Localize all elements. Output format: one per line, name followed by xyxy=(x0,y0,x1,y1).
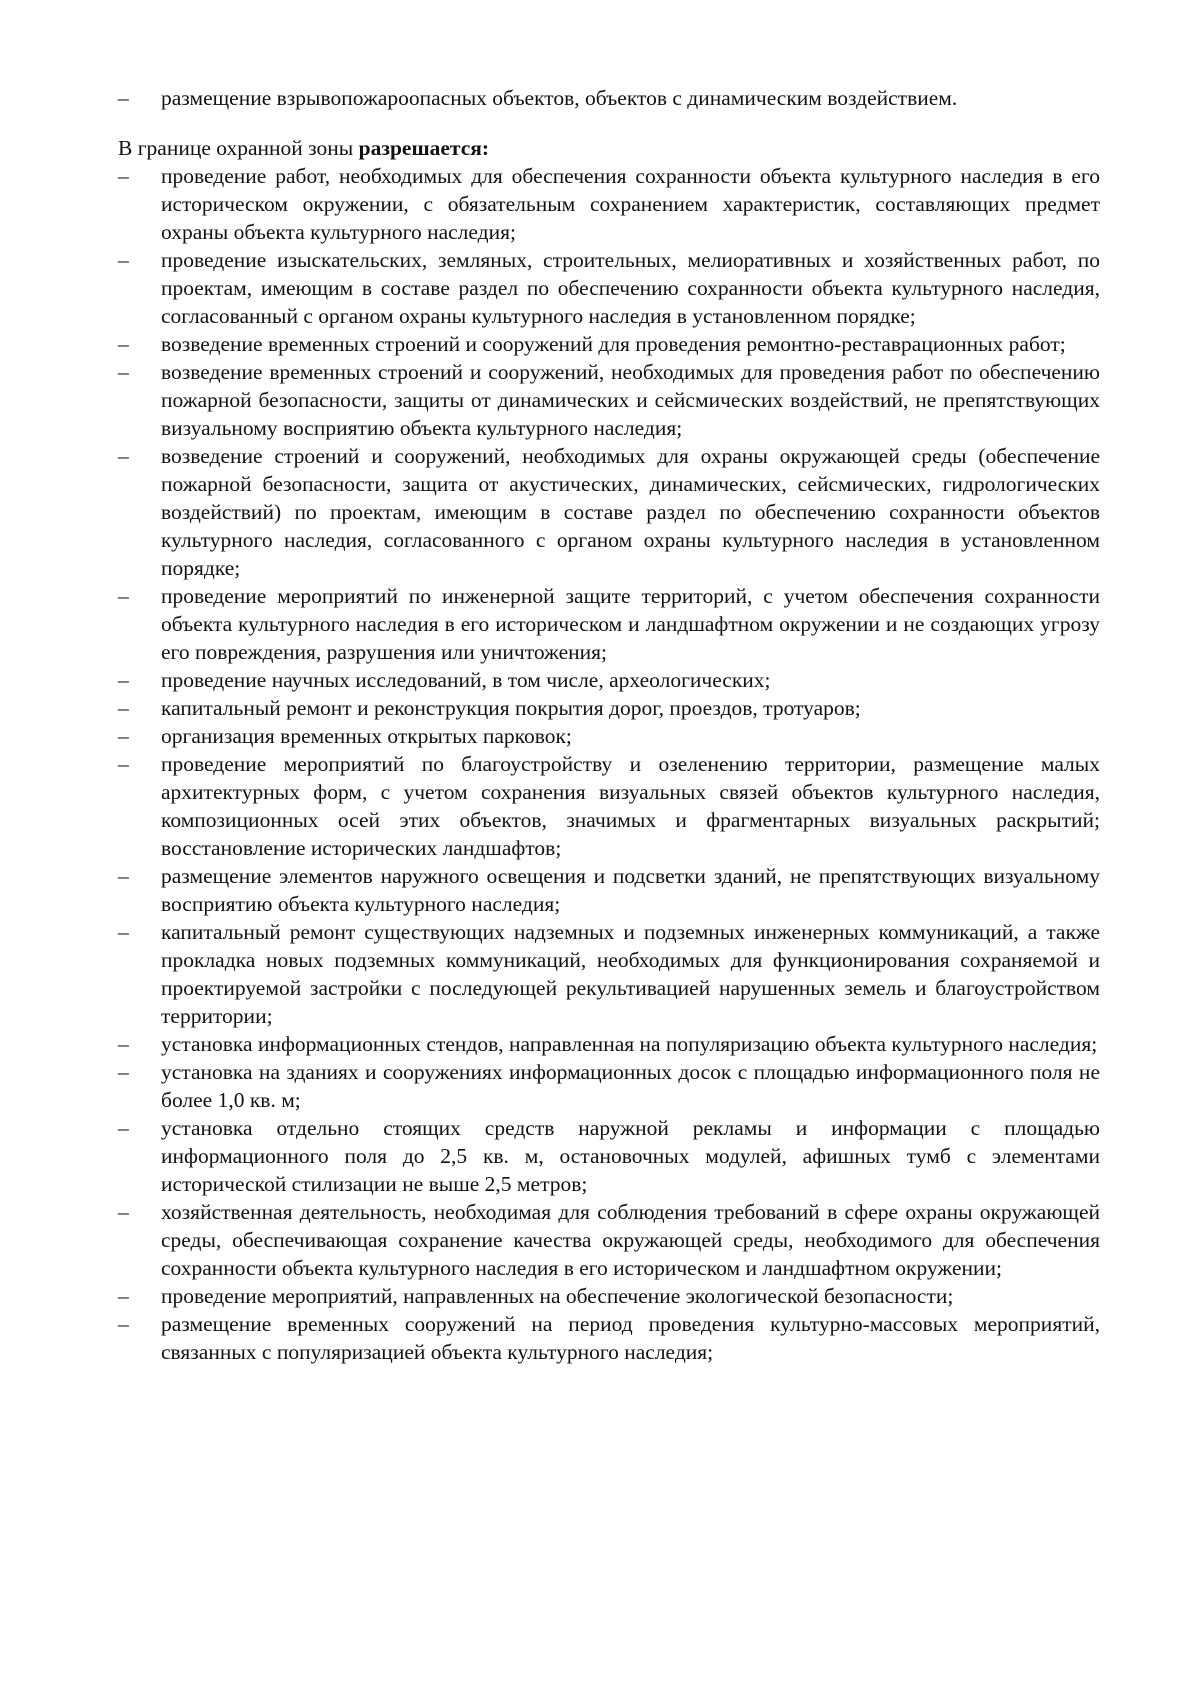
permitted-list-item xyxy=(118,918,1100,1030)
permitted-list xyxy=(118,162,1100,1366)
list-item-text: установка на зданиях и сооружениях информационных досок с площадью информационного поля не более 1,0 кв. м; xyxy=(161,1060,1100,1112)
list-item-text: организация временных открытых парковок; xyxy=(161,724,572,748)
list-item-text: размещение элементов наружного освещения и подсветки зданий, не препятствующих визуальному восприятию объекта культурного наследия; xyxy=(161,864,1100,916)
list-item-text: возведение временных строений и сооружений для проведения ремонтно-реставрационных работ; xyxy=(161,332,1066,356)
list-dash: – xyxy=(118,1284,129,1308)
permitted-list-item xyxy=(118,162,1100,246)
permitted-list-item xyxy=(118,1058,1100,1114)
list-dash: – xyxy=(118,164,129,188)
list-item-text: проведение научных исследований, в том числе, археологических; xyxy=(161,668,771,692)
list-dash: – xyxy=(118,1200,129,1224)
permitted-list-item xyxy=(118,862,1100,918)
document-body xyxy=(118,84,1100,1366)
list-item-text: хозяйственная деятельность, необходимая для соблюдения требований в сфере охраны окружающей среды, обеспечивающая сохранение качества окружающей среды, необходимого для обеспечения сохранности объекта культурного наследия в его историческом и ландшафтном окружении; xyxy=(161,1200,1100,1280)
list-item-text: размещение временных сооружений на период проведения культурно-массовых мероприятий, связанных с популяризацией объекта культурного наследия; xyxy=(161,1312,1100,1364)
permitted-list-item xyxy=(118,246,1100,330)
prohibited-list-item xyxy=(118,84,1100,112)
list-dash: – xyxy=(118,248,129,272)
permitted-list-item xyxy=(118,666,1100,694)
list-item-text: проведение мероприятий, направленных на обеспечение экологической безопасности; xyxy=(161,1284,954,1308)
list-item-text: установка информационных стендов, направленная на популяризацию объекта культурного наследия; xyxy=(161,1032,1098,1056)
list-dash: – xyxy=(118,752,129,776)
permitted-list-item xyxy=(118,1310,1100,1366)
permitted-list-item xyxy=(118,1282,1100,1310)
list-dash: – xyxy=(118,444,129,468)
permitted-list-item xyxy=(118,330,1100,358)
list-dash: – xyxy=(118,1060,129,1084)
permitted-list-item xyxy=(118,442,1100,582)
list-dash: – xyxy=(118,864,129,888)
list-dash: – xyxy=(118,584,129,608)
list-item-text: возведение временных строений и сооружений, необходимых для проведения работ по обеспечению пожарной безопасности, защиты от динамических и сейсмических воздействий, не препятствующих визуальному восприятию объекта культурного наследия; xyxy=(161,360,1100,440)
intro-text: В границе охранной зоны xyxy=(118,136,359,160)
list-dash: – xyxy=(118,332,129,356)
list-dash: – xyxy=(118,920,129,944)
list-dash: – xyxy=(118,696,129,720)
list-dash: – xyxy=(118,1116,129,1140)
list-item-text: проведение работ, необходимых для обеспечения сохранности объекта культурного наследия в его историческом окружении, с обязательным сохранением характеристик, составляющих предмет охраны объекта культурного наследия; xyxy=(161,164,1100,244)
list-item-text: капитальный ремонт существующих надземных и подземных инженерных коммуникаций, а также прокладка новых подземных коммуникаций, необходимых для функционирования сохраняемой и проектируемой застройки с последующей рекультивацией нарушенных земель и благоустройством территории; xyxy=(161,920,1100,1028)
permitted-list-item xyxy=(118,1030,1100,1058)
list-item-text: установка отдельно стоящих средств наружной рекламы и информации с площадью информационного поля до 2,5 кв. м, остановочных модулей, афишных тумб с элементами исторической стилизации не выше 2,5 метров; xyxy=(161,1116,1100,1196)
list-item-text: проведение изыскательских, земляных, строительных, мелиоративных и хозяйственных работ, по проектам, имеющим в составе раздел по обеспечению сохранности объекта культурного наследия, согласованный с органом охраны культурного наследия в установленном порядке; xyxy=(161,248,1100,328)
list-dash: – xyxy=(118,360,129,384)
list-item-text: размещение взрывопожароопасных объектов, объектов с динамическим воздействием. xyxy=(161,86,958,110)
permitted-list-item xyxy=(118,694,1100,722)
list-item-text: проведение мероприятий по благоустройству и озеленению территории, размещение малых архитектурных форм, с учетом сохранения визуальных связей объектов культурного наследия, композиционных осей этих объектов, значимых и фрагментарных визуальных раскрытий; восстановление исторических ландшафтов; xyxy=(161,752,1100,860)
list-dash: – xyxy=(118,668,129,692)
list-item-text: возведение строений и сооружений, необходимых для охраны окружающей среды (обеспечение пожарной безопасности, защита от акустических, динамических, сейсмических, гидрологических воздействий) по проектам, имеющим в составе раздел по обеспечению сохранности объектов культурного наследия, согласованного с органом охраны культурного наследия в установленном порядке; xyxy=(161,444,1100,580)
permitted-list-item xyxy=(118,1114,1100,1198)
permitted-intro xyxy=(118,134,1100,162)
permitted-list-item xyxy=(118,358,1100,442)
permitted-list-item xyxy=(118,722,1100,750)
permitted-list-item xyxy=(118,1198,1100,1282)
list-dash: – xyxy=(118,724,129,748)
list-dash: – xyxy=(118,1312,129,1336)
list-item-text: проведение мероприятий по инженерной защите территорий, с учетом обеспечения сохранности объекта культурного наследия в его историческом и ландшафтном окружении и не создающих угрозу его повреждения, разрушения или уничтожения; xyxy=(161,584,1100,664)
intro-bold-keyword: разрешается: xyxy=(358,136,490,160)
list-dash: – xyxy=(118,1032,129,1056)
list-item-text: капитальный ремонт и реконструкция покрытия дорог, проездов, тротуаров; xyxy=(161,696,861,720)
permitted-list-item xyxy=(118,582,1100,666)
permitted-list-item xyxy=(118,750,1100,862)
list-dash: – xyxy=(118,86,129,110)
